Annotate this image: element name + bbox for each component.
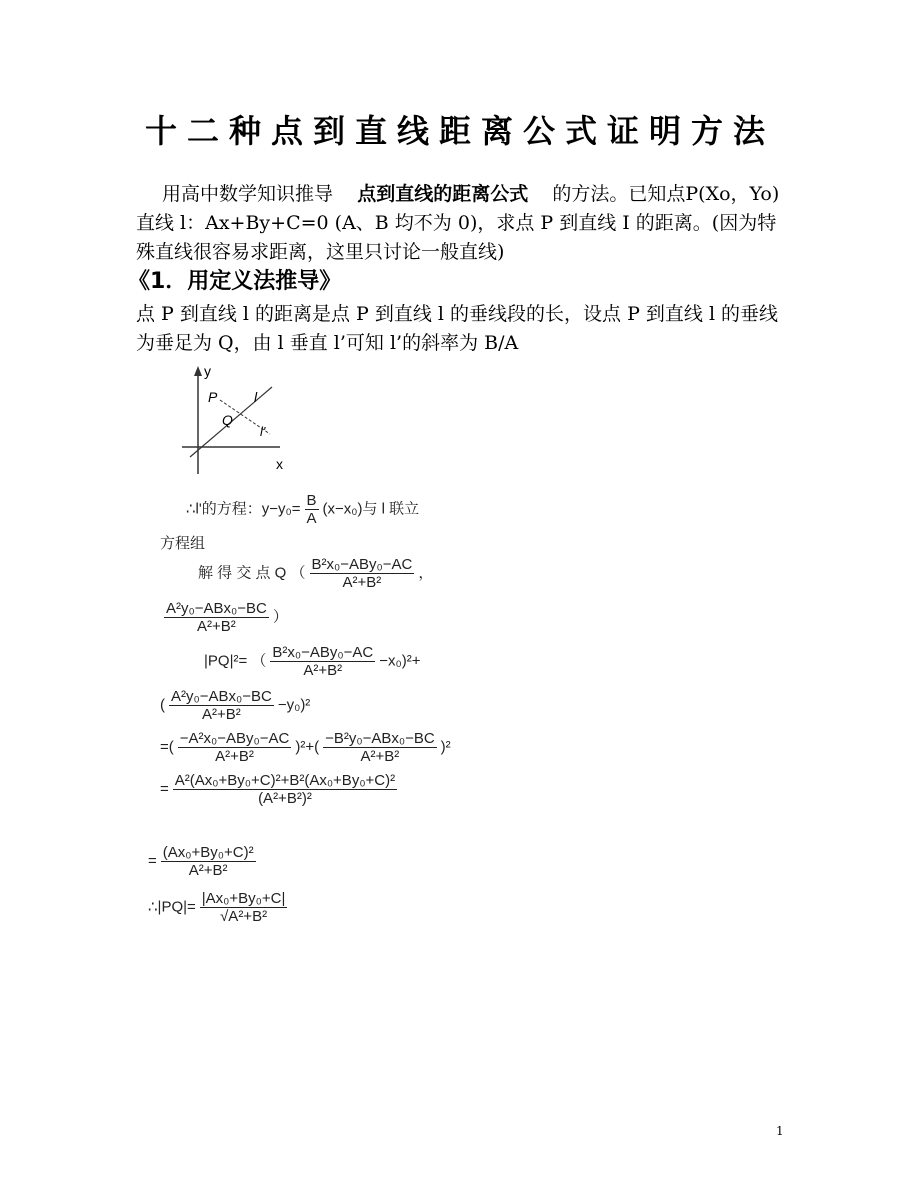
- eq1: ∴l'的方程：y−y₀= $\frac{B}{A}$ (x−x₀)与 l 联立: [186, 492, 420, 527]
- eq3: 解 得 交 点 Q （ $\frac{\text{B²x₀−ABy₀−AC}}{\text{A²+B²}}$ ，: [198, 556, 434, 591]
- eq6: =( $\frac{\text{−A²x₀−ABy₀−AC}}{\text{A²+B²}}$ )²+( $\frac{\text{−B²y₀−ABx₀−BC}}{\text{A²+B²}}$ )²: [160, 730, 451, 765]
- eq2: 方程组: [160, 535, 206, 552]
- section-text: 点 P 到直线 l 的距离是点 P 到直线 l 的垂线段的长，设点 P 到直线 l 的垂线为垂足为 Q，由 l 垂直 l’可知 l’的斜率为 B/A: [136, 303, 779, 354]
- line-l-label: l: [254, 389, 258, 405]
- eq5: |PQ|²= （ $\frac{\text{B²x₀−ABy₀−AC}}{\text{A²+B²}}$ −x₀)²+: [204, 644, 421, 679]
- eq5b: ( $\frac{\text{A²y₀−ABx₀−BC}}{\text{A²+B²}}$ −y₀)²: [160, 688, 311, 723]
- page-title: 十二种点到直线距离公式证明方法: [144, 112, 775, 150]
- eq8: = $\frac{\text{(Ax₀+By₀+C)²}}{\text{A²+B²}}$: [148, 844, 254, 879]
- section-heading: 《1．用定义法推导》: [128, 269, 342, 294]
- page-number: 1: [776, 1124, 784, 1138]
- coordinate-figure: [180, 362, 320, 482]
- eq9: ∴|PQ|= $\frac{\text{|Ax₀+By₀+C|}}{\text{√A²+B²}}$: [148, 890, 286, 925]
- point-q-label: Q: [222, 412, 233, 428]
- axis-x-label: x: [276, 456, 283, 472]
- line-lprime-label: l': [260, 424, 266, 439]
- intro-paragraph: [136, 180, 786, 267]
- axis-y-label: y: [204, 363, 211, 379]
- point-p-label: P: [208, 389, 218, 405]
- intro-before: 用高中数学知识推导: [162, 183, 334, 205]
- intro-after: 的方法。已知点P(Xo，Yo)直线 l：Ax+By+C=0 (A、B 均不为 0)，求点 P 到直线 I 的距离。(因为特殊直线很容易求距离，这里只讨论一般直线): [136, 183, 780, 263]
- eq4: $\frac{\text{A²y₀−ABx₀−BC}}{\text{A²+B²}}$ ）: [166, 600, 288, 635]
- eq7: = $\frac{\text{A²(Ax₀+By₀+C)²+B²(Ax₀+By₀+C)²}}{\text{(A²+B²)²}}$: [160, 772, 396, 807]
- intro-bold: 点到直线的距离公式: [357, 183, 529, 205]
